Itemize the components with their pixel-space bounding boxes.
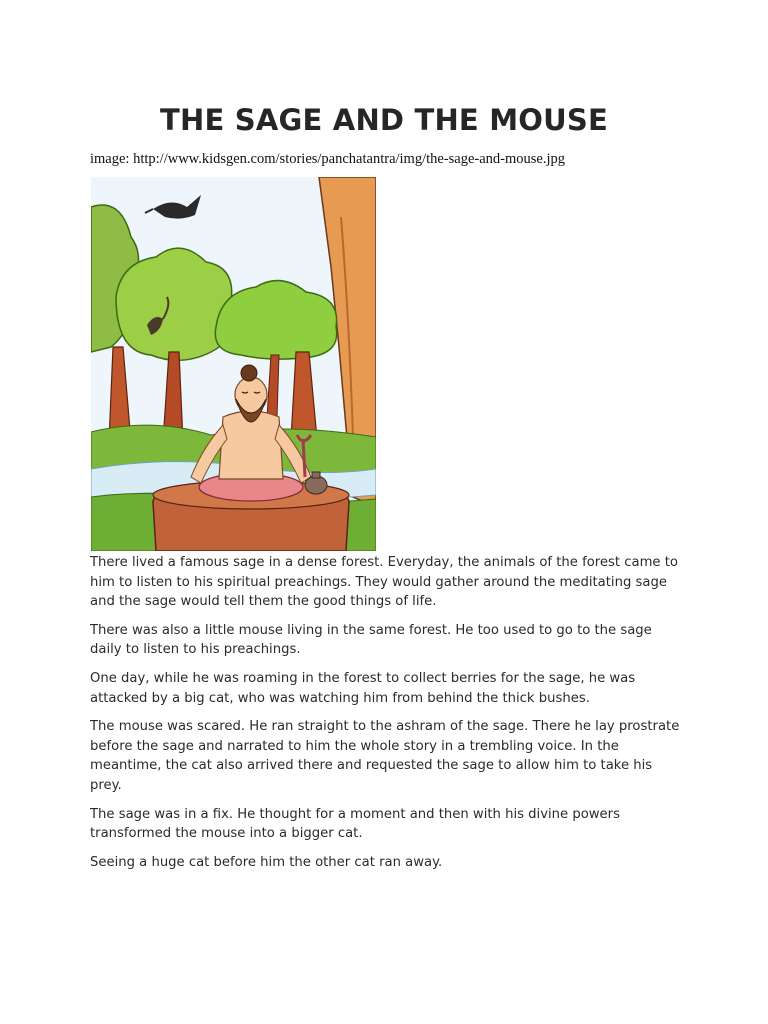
paragraph: Seeing a huge cat before him the other cat ran away. (90, 854, 443, 870)
paragraph: The mouse was scared. He ran straight to the ashram of the sage. There he lay prostrate before the sage and narrated to him the whole story in a trembling voice. In the meantime, the cat also arrived there and requested the sage to allow him to take his prey. (90, 719, 680, 793)
image-caption: image: http://www.kidsgen.com/stories/panchatantra/img/the-sage-and-mouse.jpg (90, 151, 566, 167)
sage-illustration (91, 177, 376, 551)
page-title: THE SAGE AND THE MOUSE (160, 103, 608, 137)
paragraph: One day, while he was roaming in the forest to collect berries for the sage, he was attacked by a big cat, who was watching him from behind the thick bushes. (90, 670, 636, 706)
paragraph: There was also a little mouse living in the same forest. He too used to go to the sage daily to listen to his preachings. (90, 622, 652, 658)
story-body (90, 553, 680, 881)
paragraph: The sage was in a fix. He thought for a moment and then with his divine powers transformed the mouse into a bigger cat. (90, 806, 620, 842)
paragraph: There lived a famous sage in a dense forest. Everyday, the animals of the forest came to him to listen to his spiritual preachings. They would gather around the meditating sage and the sage would tell them the good things of life. (90, 555, 678, 610)
